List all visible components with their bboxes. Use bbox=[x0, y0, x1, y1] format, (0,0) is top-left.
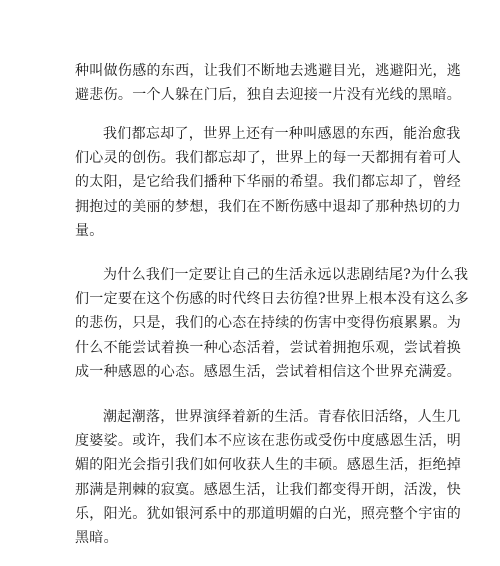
text-line: 那满是荆棘的寂寞。感恩生活，让我们都变得开朗，活泼，快 bbox=[75, 481, 462, 498]
paragraph-1 bbox=[75, 59, 462, 107]
text-line: 种叫做伤感的东西，让我们不断地去逃避目光，逃避阳光，逃 bbox=[75, 63, 462, 79]
text-line: 媚的阳光会指引我们如何收获人生的丰硕。感恩生活，拒绝掉 bbox=[75, 457, 462, 474]
text-line: 潮起潮落，世界演绎着新的生活。青春依旧活络，人生几 bbox=[103, 409, 461, 425]
text-line: 黑暗。 bbox=[75, 529, 118, 546]
text-line: 拥抱过的美丽的梦想，我们在不断伤感中退却了那种热切的力 bbox=[75, 198, 462, 215]
paragraph-4 bbox=[75, 405, 462, 550]
text-line: 的悲伤，只是，我们的心态在持续的伤害中变得伤痕累累。为 bbox=[75, 315, 462, 332]
paragraph-3 bbox=[75, 263, 469, 384]
text-line: 们一定要在这个伤感的时代终日去彷徨?世界上根本没有这么多 bbox=[75, 291, 469, 308]
paragraph-2 bbox=[75, 122, 462, 243]
text-line: 什么不能尝试着换一种心态活着，尝试着拥抱乐观，尝试着换 bbox=[75, 339, 462, 356]
text-line: 度婆娑。或许，我们本不应该在悲伤或受伤中度感恩生活，明 bbox=[75, 433, 462, 450]
text-line: 们心灵的创伤。我们都忘却了，世界上的每一天都拥有着可人 bbox=[75, 150, 462, 167]
text-line: 乐，阳光。犹如银河系中的那道明媚的白光，照亮整个宇宙的 bbox=[75, 505, 462, 522]
text-line: 为什么我们一定要让自己的生活永远以悲剧结尾?为什么我 bbox=[103, 267, 469, 283]
text-line: 量。 bbox=[75, 222, 104, 239]
text-line: 成一种感恩的心态。感恩生活，尝试着相信这个世界充满爱。 bbox=[75, 363, 462, 380]
text-line: 我们都忘却了，世界上还有一种叫感恩的东西，能治愈我 bbox=[103, 126, 461, 142]
text-line: 的太阳，是它给我们播种下华丽的希望。我们都忘却了，曾经 bbox=[75, 174, 462, 191]
text-line: 避悲伤。一个人躲在门后，独自去迎接一片没有光线的黑暗。 bbox=[75, 87, 462, 104]
